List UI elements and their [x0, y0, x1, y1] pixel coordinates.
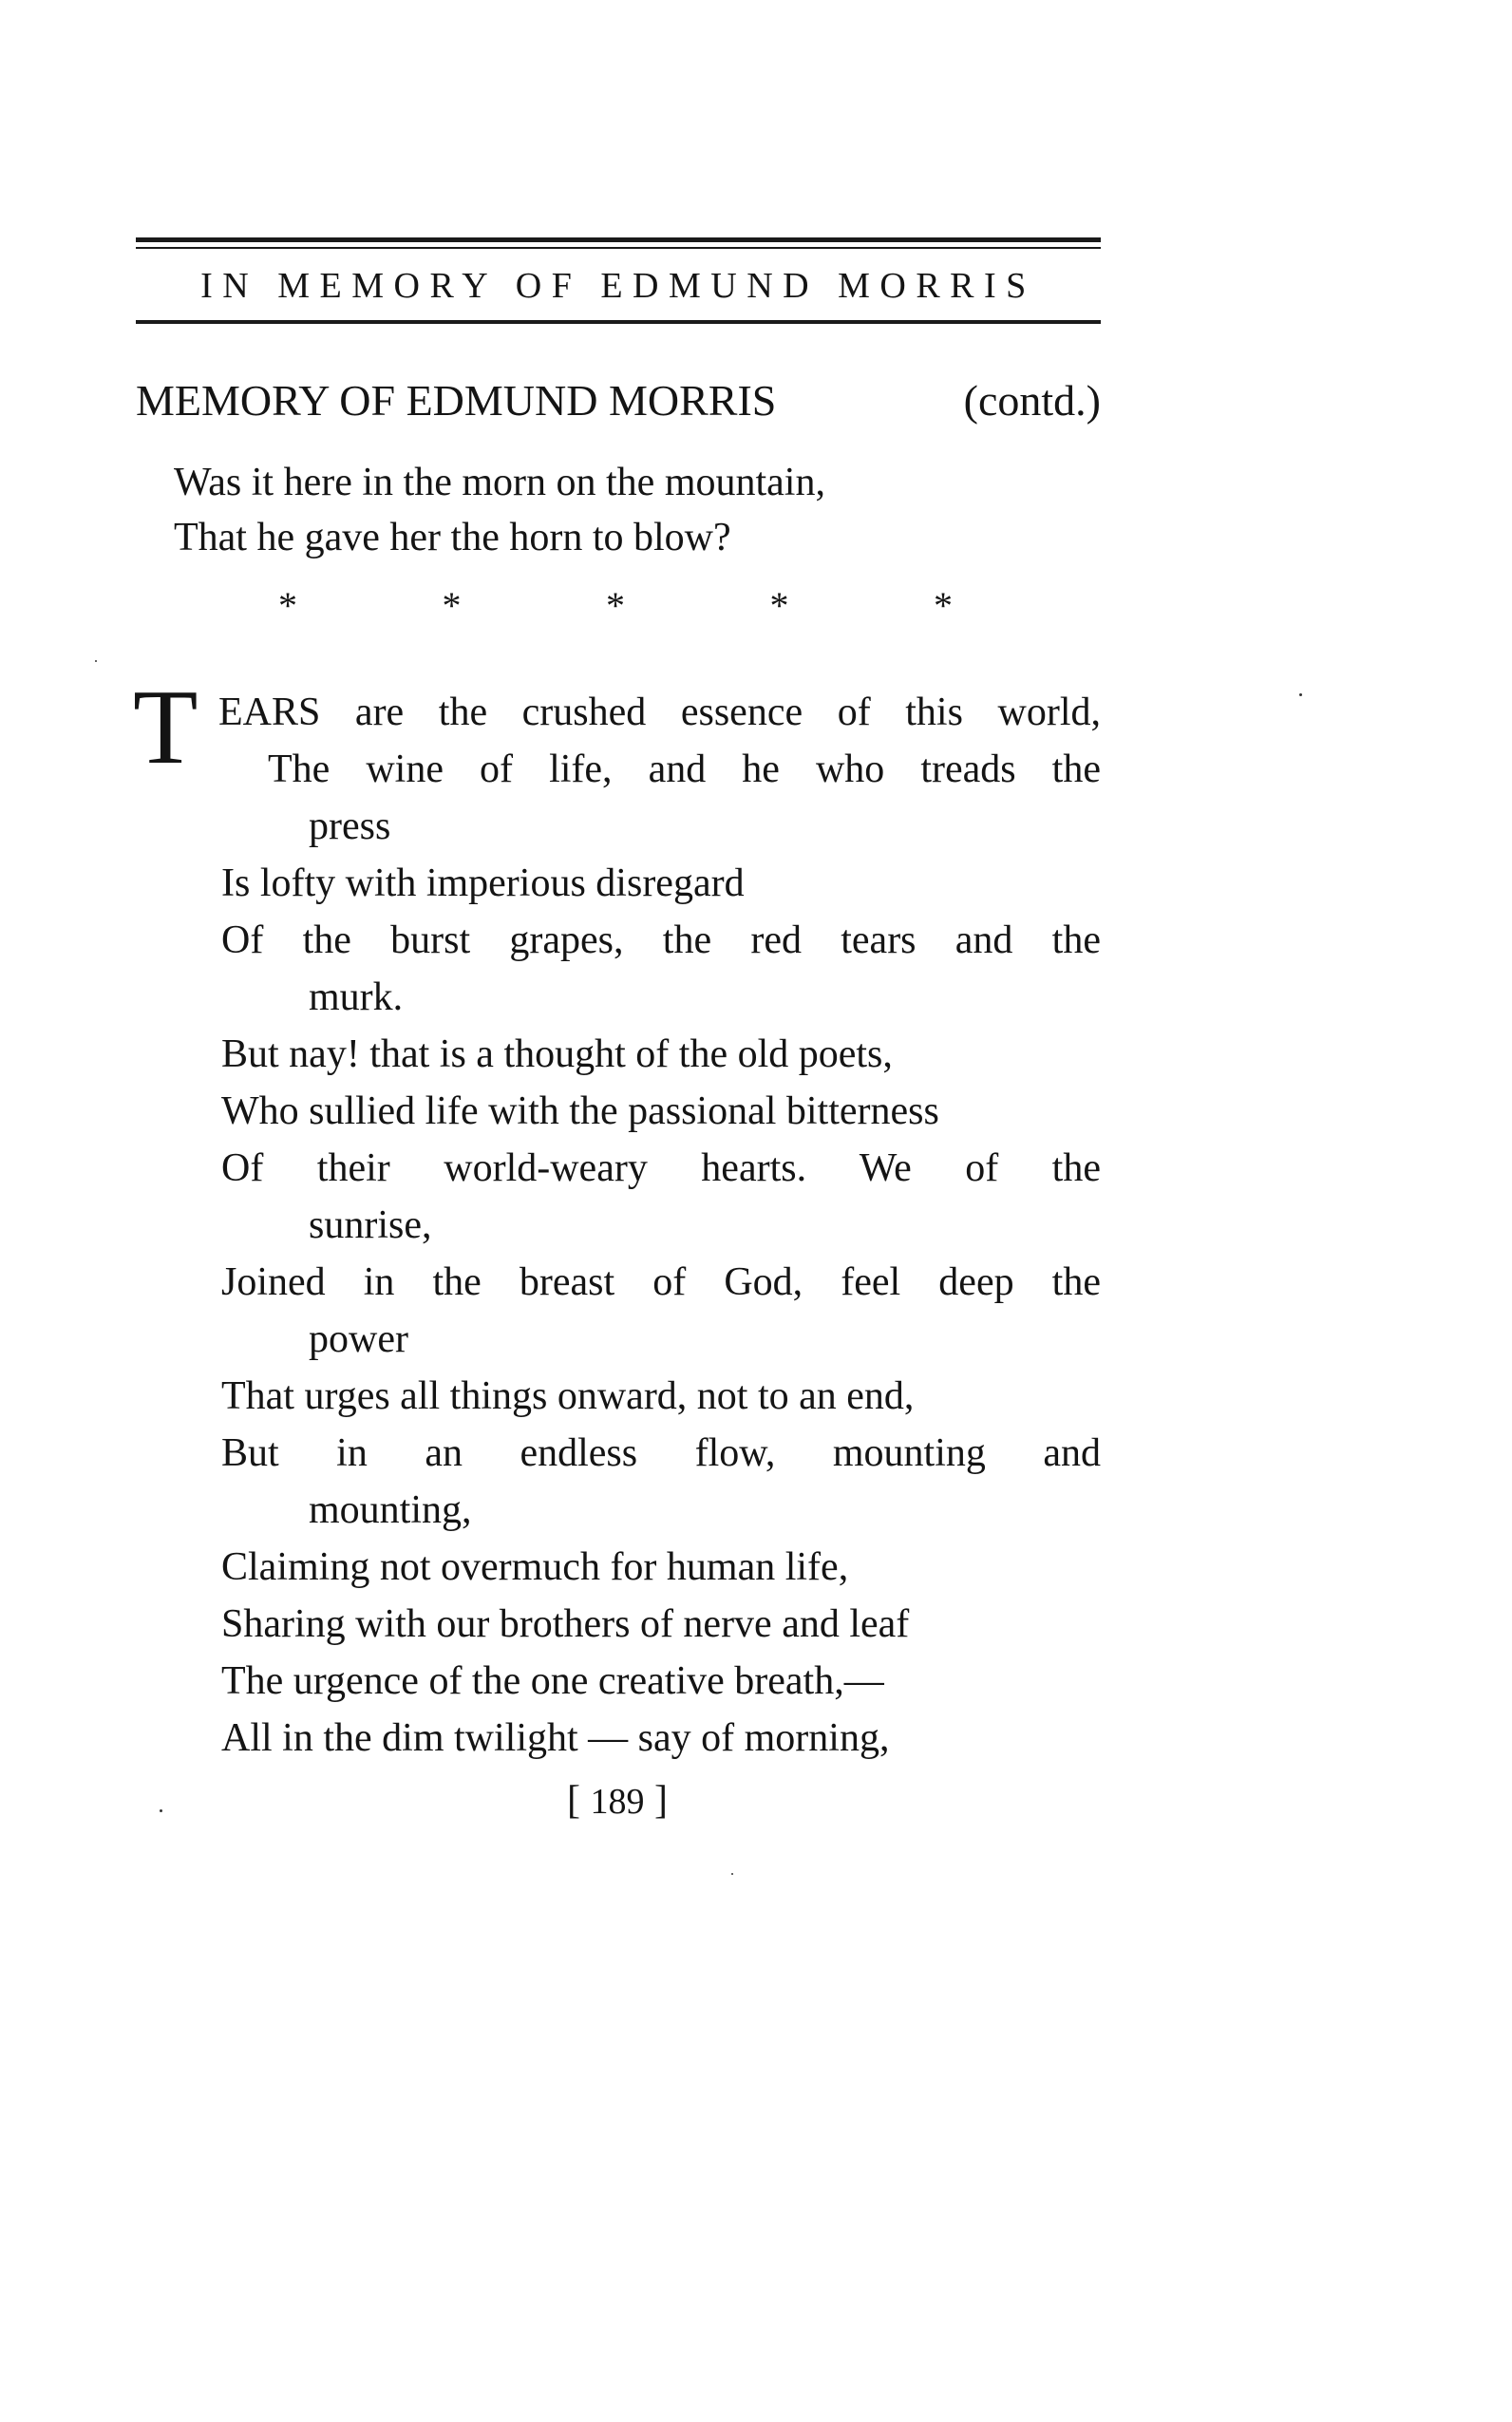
verse-line: Is lofty with imperious disregard: [221, 861, 745, 905]
verse-line: All in the dim twilight — say of morning,: [221, 1716, 890, 1760]
verse-line: EARS are the crushed essence of this world,: [218, 691, 1101, 734]
verse-line-runover: mounting,: [309, 1488, 472, 1532]
asterisk: *: [934, 584, 953, 627]
verse-line: Was it here in the morn on the mountain,: [174, 461, 825, 504]
scan-speck: [731, 1873, 733, 1875]
verse-line: Claiming not overmuch for human life,: [221, 1545, 849, 1589]
folio-bracket-close: ]: [654, 1779, 668, 1823]
verse-line: That urges all things onward, not to an end,: [221, 1374, 915, 1418]
scan-speck: [160, 1809, 162, 1812]
page-number: [513, 1774, 722, 1828]
drop-cap: T: [133, 669, 198, 786]
verse-line-runover: sunrise,: [309, 1203, 432, 1247]
section-contd: (contd.): [963, 376, 1101, 425]
asterisk: *: [769, 584, 789, 627]
verse-line: The urgence of the one creative breath,—: [221, 1659, 884, 1703]
verse-line: Of their world-weary hearts. We of the: [221, 1146, 1101, 1190]
section-title: MEMORY OF EDMUND MORRIS: [136, 376, 777, 425]
verse-line-runover: murk.: [309, 975, 404, 1019]
section-heading: [136, 372, 1101, 429]
scan-speck: [95, 660, 97, 662]
verse-line: The wine of life, and he who treads the: [268, 747, 1101, 791]
verse-line: Who sullied life with the passional bitterness: [221, 1089, 939, 1133]
header-rule-bottom: [136, 320, 1101, 324]
verse-line-runover: power: [309, 1317, 408, 1361]
asterisk: *: [442, 584, 462, 627]
verse-line: That he gave her the horn to blow?: [174, 516, 731, 559]
scan-speck: [1299, 693, 1302, 696]
header-rule-thin: [136, 247, 1101, 249]
verse-line: Joined in the breast of God, feel deep the: [221, 1260, 1101, 1304]
verse-line: Sharing with our brothers of nerve and leaf: [221, 1602, 910, 1646]
asterisk: *: [278, 584, 297, 627]
header-rule-thick: [136, 237, 1101, 242]
verse-line: Of the burst grapes, the red tears and the: [221, 918, 1101, 962]
verse-line: But in an endless flow, mounting and: [221, 1431, 1101, 1475]
verse-line-runover: press: [309, 804, 391, 848]
running-head: IN MEMORY OF EDMUND MORRIS: [200, 266, 1036, 306]
verse-line: But nay! that is a thought of the old poets,: [221, 1032, 893, 1076]
asterisk: *: [606, 584, 625, 627]
folio-bracket-open: [: [567, 1779, 580, 1823]
section-separator: [274, 583, 957, 629]
folio-number: 189: [590, 1782, 645, 1822]
